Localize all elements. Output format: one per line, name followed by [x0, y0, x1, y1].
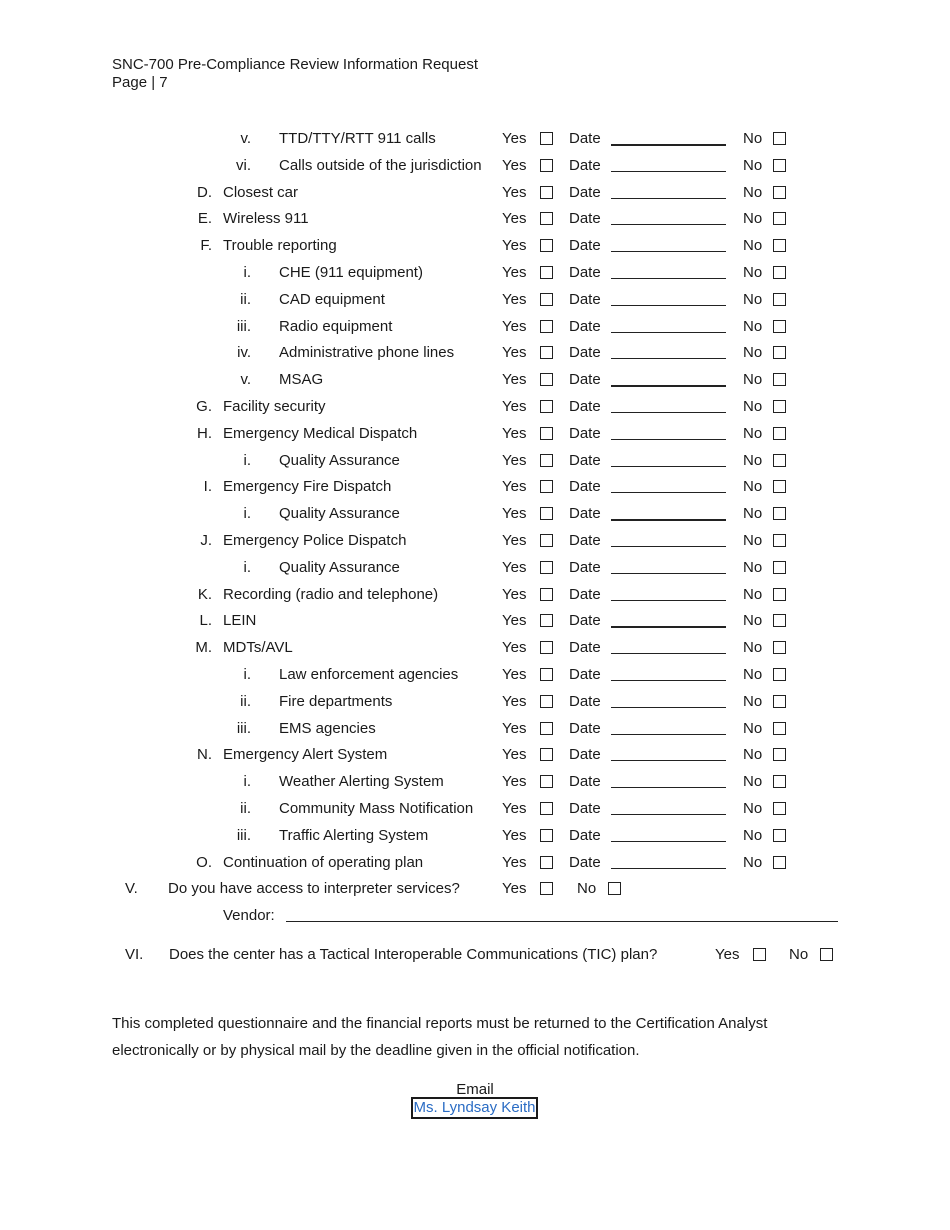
checklist-row [0, 157, 950, 179]
yes-checkbox[interactable] [540, 266, 553, 279]
section-vi-no-label: No [789, 946, 809, 963]
no-checkbox[interactable] [773, 695, 786, 708]
section-v-yes-checkbox[interactable] [540, 882, 553, 895]
yes-label: Yes [502, 371, 527, 388]
no-checkbox[interactable] [773, 212, 786, 225]
yes-checkbox[interactable] [540, 212, 553, 225]
checklist-row [0, 210, 950, 232]
date-input-line[interactable] [611, 198, 726, 199]
date-input-line[interactable] [611, 466, 726, 467]
section-v-no-label: No [577, 880, 597, 897]
checklist-row [0, 318, 950, 340]
item-number: iv. [237, 344, 251, 361]
no-label: No [743, 210, 763, 227]
no-checkbox[interactable] [773, 748, 786, 761]
date-input-line[interactable] [611, 251, 726, 252]
item-number: F. [200, 237, 212, 254]
no-checkbox[interactable] [773, 722, 786, 735]
checklist-row [0, 559, 950, 581]
yes-label: Yes [502, 693, 527, 710]
item-number: G. [196, 398, 212, 415]
yes-checkbox[interactable] [540, 641, 553, 654]
date-input-line[interactable] [611, 144, 726, 146]
date-input-line[interactable] [611, 787, 726, 788]
section-v-question: Do you have access to interpreter services? [168, 880, 460, 897]
item-label: Continuation of operating plan [223, 854, 424, 871]
document-title: SNC-700 Pre-Compliance Review Information Request [112, 56, 478, 73]
yes-label: Yes [502, 720, 527, 737]
item-number: M. [195, 639, 212, 656]
item-number: J. [200, 532, 212, 549]
item-number: ii. [240, 291, 251, 308]
item-label: Quality Assurance [279, 505, 400, 522]
section-vi-number: VI. [125, 946, 144, 963]
date-input-line[interactable] [611, 224, 726, 225]
yes-label: Yes [502, 666, 527, 683]
item-label: Closest car [223, 184, 299, 201]
no-label: No [743, 344, 763, 361]
yes-checkbox[interactable] [540, 561, 553, 574]
date-label: Date [569, 693, 601, 710]
yes-checkbox[interactable] [540, 346, 553, 359]
yes-label: Yes [502, 854, 527, 871]
date-input-line[interactable] [611, 573, 726, 574]
no-checkbox[interactable] [773, 373, 786, 386]
date-label: Date [569, 210, 601, 227]
item-label: Quality Assurance [279, 559, 400, 576]
yes-checkbox[interactable] [540, 320, 553, 333]
no-checkbox[interactable] [773, 186, 786, 199]
no-label: No [743, 398, 763, 415]
item-number: ii. [240, 693, 251, 710]
no-checkbox[interactable] [773, 561, 786, 574]
item-label: Law enforcement agencies [279, 666, 459, 683]
date-input-line[interactable] [611, 278, 726, 279]
item-label: Fire departments [279, 693, 393, 710]
yes-label: Yes [502, 586, 527, 603]
vendor-input-line[interactable] [286, 921, 838, 922]
yes-label: Yes [502, 344, 527, 361]
yes-label: Yes [502, 746, 527, 763]
item-number: v. [240, 371, 251, 388]
instructions-paragraph: This completed questionnaire and the financial reports must be returned to the Certification Analyst electronically or by physical mail by the deadline given in the official notification. [112, 1015, 768, 1059]
checklist-row [0, 827, 950, 849]
checklist-row [0, 800, 950, 822]
item-number: E. [197, 210, 212, 227]
section-v-no-checkbox[interactable] [608, 882, 621, 895]
item-number: iii. [236, 720, 251, 737]
item-label: LEIN [223, 612, 257, 629]
checklist-row [0, 720, 950, 742]
item-label: Administrative phone lines [279, 344, 455, 361]
no-label: No [743, 318, 763, 335]
no-label: No [743, 639, 763, 656]
yes-checkbox[interactable] [540, 480, 553, 493]
date-label: Date [569, 773, 601, 790]
yes-label: Yes [502, 532, 527, 549]
yes-checkbox[interactable] [540, 722, 553, 735]
no-checkbox[interactable] [773, 802, 786, 815]
date-label: Date [569, 666, 601, 683]
date-label: Date [569, 237, 601, 254]
yes-label: Yes [502, 398, 527, 415]
date-label: Date [569, 639, 601, 656]
no-label: No [743, 371, 763, 388]
yes-checkbox[interactable] [540, 159, 553, 172]
yes-checkbox[interactable] [540, 748, 553, 761]
item-number: ii. [240, 800, 251, 817]
no-label: No [743, 157, 763, 174]
yes-label: Yes [502, 237, 527, 254]
item-label: Traffic Alerting System [279, 827, 429, 844]
section-vi-yes-label: Yes [715, 946, 740, 963]
date-input-line[interactable] [611, 305, 726, 306]
item-label: MDTs/AVL [223, 639, 293, 656]
yes-checkbox[interactable] [540, 775, 553, 788]
section-v-yes-label: Yes [502, 880, 527, 897]
no-label: No [743, 854, 763, 871]
no-label: No [743, 720, 763, 737]
date-label: Date [569, 612, 601, 629]
vendor-label: Vendor: [223, 907, 275, 924]
item-number: v. [240, 130, 251, 147]
item-number: D. [197, 184, 212, 201]
item-number: O. [196, 854, 212, 871]
date-input-line[interactable] [611, 653, 726, 654]
yes-label: Yes [502, 827, 527, 844]
date-label: Date [569, 398, 601, 415]
section-vi-no-checkbox[interactable] [820, 948, 833, 961]
no-checkbox[interactable] [773, 829, 786, 842]
item-number: i. [243, 773, 251, 790]
checklist-row [0, 612, 950, 634]
item-number: I. [203, 478, 212, 495]
no-checkbox[interactable] [773, 588, 786, 601]
item-number: iii. [236, 318, 251, 335]
item-label: EMS agencies [279, 720, 376, 737]
date-label: Date [569, 344, 601, 361]
checklist-row [0, 639, 950, 661]
no-checkbox[interactable] [773, 159, 786, 172]
item-label: Radio equipment [279, 318, 393, 335]
date-label: Date [569, 854, 601, 871]
item-label: Quality Assurance [279, 452, 400, 469]
email-link[interactable]: Ms. Lyndsay Keith [411, 1097, 538, 1119]
no-checkbox[interactable] [773, 320, 786, 333]
no-label: No [743, 291, 763, 308]
date-label: Date [569, 130, 601, 147]
item-label: Community Mass Notification [279, 800, 474, 817]
no-label: No [743, 478, 763, 495]
checklist-row [0, 854, 950, 876]
yes-label: Yes [502, 210, 527, 227]
item-label: Trouble reporting [223, 237, 337, 254]
yes-label: Yes [502, 264, 527, 281]
yes-checkbox[interactable] [540, 829, 553, 842]
no-label: No [743, 505, 763, 522]
checklist-row [0, 291, 950, 313]
checklist-row [0, 773, 950, 795]
no-label: No [743, 559, 763, 576]
yes-checkbox[interactable] [540, 668, 553, 681]
item-label: Emergency Medical Dispatch [223, 425, 418, 442]
yes-checkbox[interactable] [540, 454, 553, 467]
checklist-row [0, 237, 950, 259]
item-label: CAD equipment [279, 291, 385, 308]
date-input-line[interactable] [611, 332, 726, 333]
checklist-row [0, 184, 950, 206]
checklist-row [0, 452, 950, 474]
yes-checkbox[interactable] [540, 239, 553, 252]
date-label: Date [569, 720, 601, 737]
yes-label: Yes [502, 800, 527, 817]
item-number: vi. [236, 157, 251, 174]
no-checkbox[interactable] [773, 534, 786, 547]
no-label: No [743, 586, 763, 603]
no-label: No [743, 532, 763, 549]
no-checkbox[interactable] [773, 668, 786, 681]
checklist-row [0, 264, 950, 286]
item-number: i. [243, 505, 251, 522]
date-input-line[interactable] [611, 439, 726, 440]
item-label: Emergency Police Dispatch [223, 532, 407, 549]
yes-label: Yes [502, 639, 527, 656]
no-checkbox[interactable] [773, 132, 786, 145]
checklist-row [0, 666, 950, 688]
item-label: Facility security [223, 398, 326, 415]
item-label: Recording (radio and telephone) [223, 586, 439, 603]
yes-label: Yes [502, 612, 527, 629]
page-number: Page | 7 [112, 74, 168, 91]
yes-checkbox[interactable] [540, 802, 553, 815]
date-input-line[interactable] [611, 760, 726, 761]
yes-label: Yes [502, 425, 527, 442]
item-label: TTD/TTY/RTT 911 calls [279, 130, 436, 147]
item-number: iii. [236, 827, 251, 844]
yes-checkbox[interactable] [540, 293, 553, 306]
yes-checkbox[interactable] [540, 132, 553, 145]
date-label: Date [569, 184, 601, 201]
date-label: Date [569, 800, 601, 817]
no-checkbox[interactable] [773, 427, 786, 440]
no-checkbox[interactable] [773, 346, 786, 359]
checklist-row [0, 398, 950, 420]
no-checkbox[interactable] [773, 293, 786, 306]
checklist-row [0, 693, 950, 715]
item-number: i. [243, 559, 251, 576]
no-label: No [743, 237, 763, 254]
yes-label: Yes [502, 291, 527, 308]
date-input-line[interactable] [611, 385, 726, 387]
checklist-row [0, 532, 950, 554]
yes-label: Yes [502, 130, 527, 147]
date-label: Date [569, 264, 601, 281]
date-label: Date [569, 505, 601, 522]
date-label: Date [569, 425, 601, 442]
date-input-line[interactable] [611, 492, 726, 493]
checklist-row [0, 478, 950, 500]
no-label: No [743, 452, 763, 469]
yes-checkbox[interactable] [540, 400, 553, 413]
no-label: No [743, 425, 763, 442]
date-input-line[interactable] [611, 412, 726, 413]
no-label: No [743, 666, 763, 683]
no-label: No [743, 693, 763, 710]
yes-label: Yes [502, 478, 527, 495]
no-label: No [743, 264, 763, 281]
item-label: MSAG [279, 371, 324, 388]
date-label: Date [569, 586, 601, 603]
date-label: Date [569, 559, 601, 576]
yes-label: Yes [502, 157, 527, 174]
yes-checkbox[interactable] [540, 614, 553, 627]
date-label: Date [569, 827, 601, 844]
date-input-line[interactable] [611, 358, 726, 359]
section-v-number: V. [125, 880, 138, 897]
date-label: Date [569, 291, 601, 308]
item-label: Emergency Alert System [223, 746, 388, 763]
item-label: Wireless 911 [223, 210, 309, 227]
no-checkbox[interactable] [773, 454, 786, 467]
yes-label: Yes [502, 452, 527, 469]
no-checkbox[interactable] [773, 614, 786, 627]
item-label: Weather Alerting System [279, 773, 444, 790]
date-input-line[interactable] [611, 868, 726, 869]
no-label: No [743, 827, 763, 844]
yes-checkbox[interactable] [540, 856, 553, 869]
date-label: Date [569, 532, 601, 549]
date-input-line[interactable] [611, 707, 726, 708]
yes-checkbox[interactable] [540, 507, 553, 520]
yes-checkbox[interactable] [540, 373, 553, 386]
item-number: L. [199, 612, 212, 629]
item-number: i. [243, 666, 251, 683]
no-checkbox[interactable] [773, 239, 786, 252]
date-input-line[interactable] [611, 841, 726, 842]
yes-checkbox[interactable] [540, 427, 553, 440]
date-label: Date [569, 157, 601, 174]
yes-checkbox[interactable] [540, 695, 553, 708]
no-checkbox[interactable] [773, 400, 786, 413]
item-label: Emergency Fire Dispatch [223, 478, 392, 495]
no-label: No [743, 184, 763, 201]
date-label: Date [569, 478, 601, 495]
yes-label: Yes [502, 184, 527, 201]
item-number: H. [197, 425, 212, 442]
checklist-row [0, 130, 950, 152]
checklist-row [0, 586, 950, 608]
yes-checkbox[interactable] [540, 186, 553, 199]
date-input-line[interactable] [611, 519, 726, 521]
item-label: Calls outside of the jurisdiction [279, 157, 482, 174]
date-input-line[interactable] [611, 626, 726, 628]
date-input-line[interactable] [611, 734, 726, 735]
no-checkbox[interactable] [773, 641, 786, 654]
item-number: N. [197, 746, 212, 763]
section-vi-yes-checkbox[interactable] [753, 948, 766, 961]
no-checkbox[interactable] [773, 775, 786, 788]
no-label: No [743, 800, 763, 817]
checklist-row [0, 746, 950, 768]
no-label: No [743, 746, 763, 763]
no-label: No [743, 773, 763, 790]
checklist-row [0, 505, 950, 527]
date-input-line[interactable] [611, 546, 726, 547]
date-label: Date [569, 318, 601, 335]
yes-label: Yes [502, 559, 527, 576]
yes-checkbox[interactable] [540, 534, 553, 547]
checklist-row [0, 425, 950, 447]
date-input-line[interactable] [611, 600, 726, 601]
date-label: Date [569, 371, 601, 388]
date-input-line[interactable] [611, 680, 726, 681]
item-number: i. [243, 452, 251, 469]
checklist-row [0, 371, 950, 393]
item-number: K. [197, 586, 212, 603]
item-number: i. [243, 264, 251, 281]
yes-label: Yes [502, 318, 527, 335]
email-label: Email [456, 1081, 494, 1098]
yes-checkbox[interactable] [540, 588, 553, 601]
no-label: No [743, 612, 763, 629]
date-input-line[interactable] [611, 171, 726, 172]
date-label: Date [569, 452, 601, 469]
date-label: Date [569, 746, 601, 763]
checklist-row [0, 344, 950, 366]
no-checkbox[interactable] [773, 856, 786, 869]
no-checkbox[interactable] [773, 507, 786, 520]
no-checkbox[interactable] [773, 480, 786, 493]
yes-label: Yes [502, 773, 527, 790]
item-label: CHE (911 equipment) [279, 264, 423, 281]
section-vi-question: Does the center has a Tactical Interoperable Communications (TIC) plan? [169, 946, 658, 963]
no-checkbox[interactable] [773, 266, 786, 279]
yes-label: Yes [502, 505, 527, 522]
date-input-line[interactable] [611, 814, 726, 815]
no-label: No [743, 130, 763, 147]
